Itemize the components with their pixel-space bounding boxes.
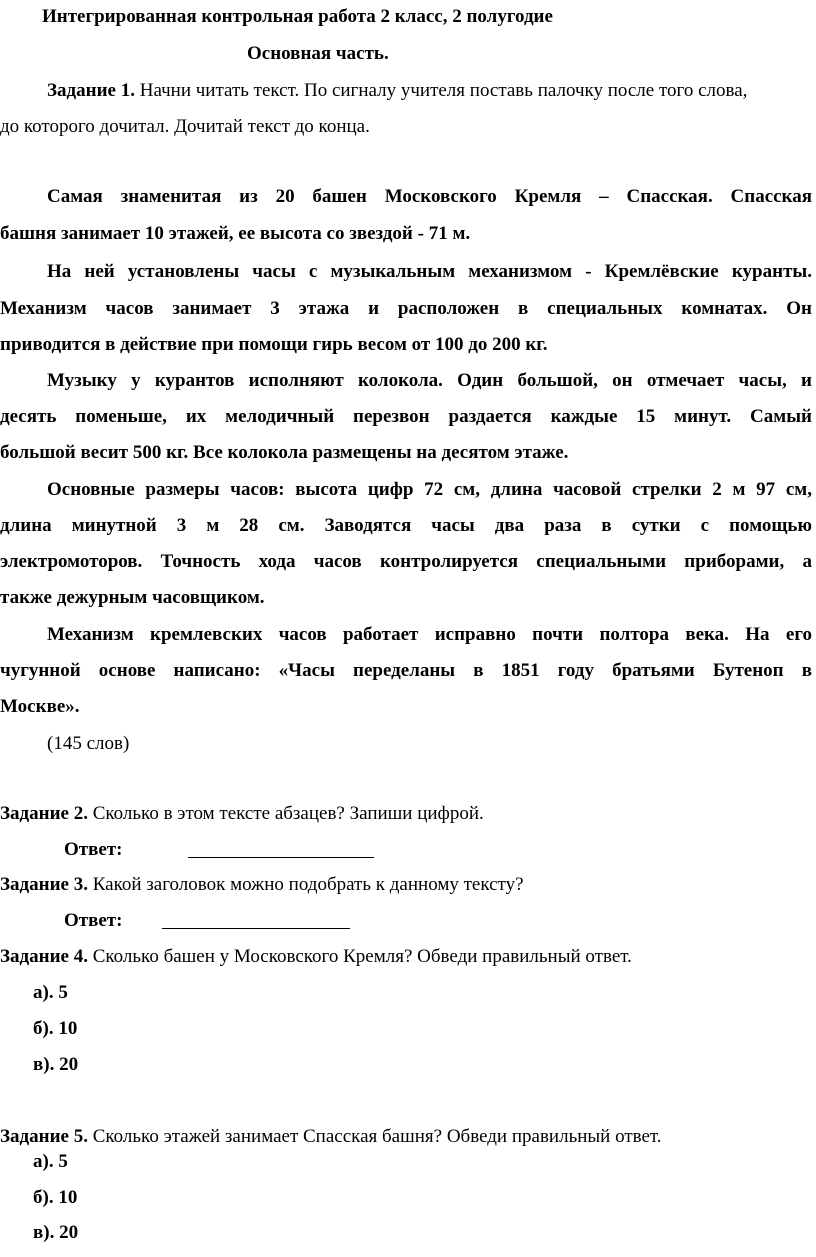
task3-answer-label: Ответ: — [64, 910, 123, 931]
reading-line-3: На ней установлены часы с музыкальным механизмом - Кремлёвские куранты. — [47, 261, 812, 282]
task2-answer-label: Ответ: — [64, 839, 123, 860]
task4-option-c[interactable]: в). 20 — [33, 1054, 79, 1075]
task3-question-line — [0, 873, 524, 897]
task4-question: Сколько башен у Московского Кремля? Обведи правильный ответ. — [87, 946, 632, 967]
reading-line-8: большой весит 500 кг. Все колокола размещены на десятом этаже. — [0, 442, 569, 463]
task2-question-line — [0, 802, 484, 826]
task5-question-line — [0, 1125, 662, 1149]
reading-line-2: башня занимает 10 этажей, ее высота со звездой - 71 м. — [0, 223, 471, 244]
task5-label: Задание 5. — [0, 1126, 88, 1147]
reading-line-12: также дежурным часовщиком. — [0, 587, 265, 608]
reading-line-6: Музыку у курантов исполняют колокола. Один большой, он отмечает часы, и — [47, 370, 812, 391]
task1-label: Задание 1. — [47, 80, 135, 101]
task5-question: Сколько этажей занимает Спасская башня? Обведи правильный ответ. — [87, 1126, 662, 1147]
worksheet-title: Интегрированная контрольная работа 2 класс, 2 полугодие — [42, 6, 553, 27]
word-count: (145 слов) — [47, 733, 130, 754]
task2-answer-blank[interactable] — [188, 857, 374, 858]
reading-line-13: Механизм кремлевских часов работает исправно почти полтора века. На его — [47, 624, 812, 645]
reading-line-4: Механизм часов занимает 3 этажа и расположен в специальных комнатах. Он — [0, 298, 812, 319]
reading-line-15: Москве». — [0, 696, 80, 717]
task2-label: Задание 2. — [0, 803, 88, 824]
section-title: Основная часть. — [247, 43, 389, 64]
reading-line-9: Основные размеры часов: высота цифр 72 см, длина часовой стрелки 2 м 97 см, — [47, 479, 812, 500]
task3-answer-blank[interactable] — [162, 928, 350, 929]
reading-line-5: приводится в действие при помощи гирь весом от 100 до 200 кг. — [0, 334, 548, 355]
reading-line-7: десять поменьше, их мелодичный перезвон раздается каждые 15 минут. Самый — [0, 406, 812, 427]
task5-option-b[interactable]: б). 10 — [33, 1187, 78, 1208]
task4-label: Задание 4. — [0, 946, 88, 967]
task3-question: Какой заголовок можно подобрать к данному тексту? — [87, 874, 524, 895]
task5-option-a[interactable]: а). 5 — [33, 1151, 68, 1172]
task4-option-a[interactable]: а). 5 — [33, 982, 68, 1003]
task2-question: Сколько в этом тексте абзацев? Запиши цифрой. — [87, 803, 484, 824]
reading-line-11: электромоторов. Точность хода часов контролируется специальными приборами, а — [0, 551, 812, 572]
task5-option-c[interactable]: в). 20 — [33, 1222, 79, 1243]
reading-line-10: длина минутной 3 м 28 см. Заводятся часы два раза в сутки с помощью — [0, 515, 812, 536]
task1-text-part2: до которого дочитал. Дочитай текст до конца. — [0, 116, 370, 137]
task1-line1 — [47, 79, 747, 103]
task4-option-b[interactable]: б). 10 — [33, 1018, 78, 1039]
task4-question-line — [0, 945, 632, 969]
task3-label: Задание 3. — [0, 874, 88, 895]
reading-line-14: чугунной основе написано: «Часы переделаны в 1851 году братьями Бутеноп в — [0, 660, 812, 681]
reading-line-1: Самая знаменитая из 20 башен Московского Кремля – Спасская. Спасская — [47, 186, 812, 207]
task1-text-part1: Начни читать текст. По сигналу учителя поставь палочку после того слова, — [134, 80, 748, 101]
